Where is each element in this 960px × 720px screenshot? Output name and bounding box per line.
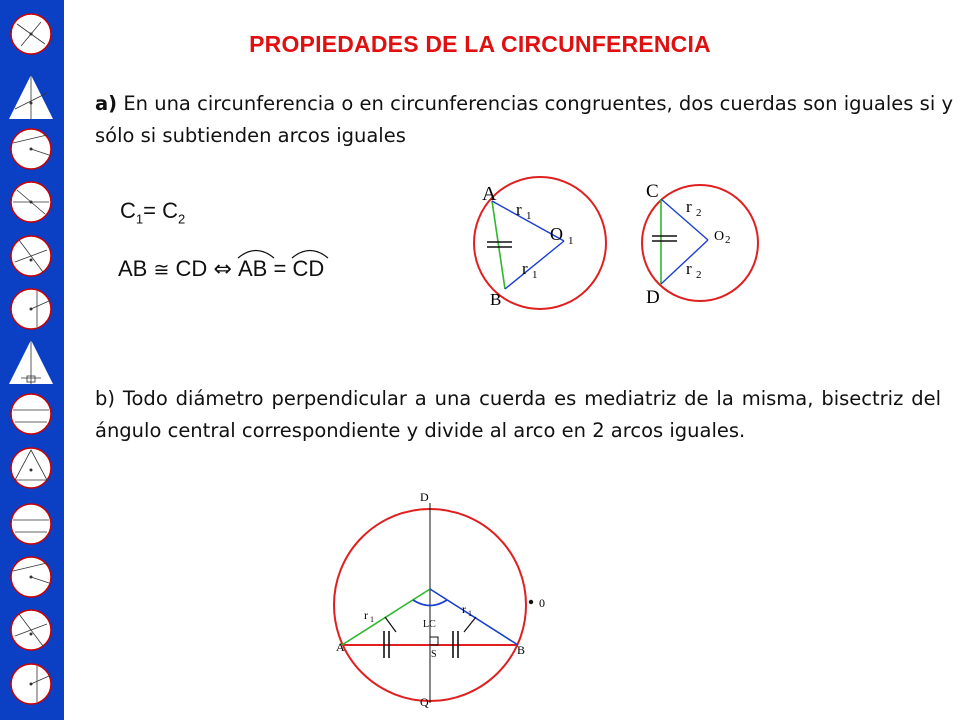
thumbnail-triangle-icon[interactable] <box>7 73 55 121</box>
radius-r1-label: r <box>516 200 522 219</box>
svg-text:2: 2 <box>696 269 702 281</box>
radius-r2-label: r <box>686 197 692 216</box>
thumbnail-circle-labels-icon[interactable] <box>7 500 55 548</box>
thumbnail-circle-icon[interactable] <box>7 178 55 226</box>
point-a-label: A <box>482 183 497 205</box>
radius-r2-label: r <box>686 259 692 278</box>
svg-text:2: 2 <box>725 234 731 246</box>
thumbnail-triangle-icon[interactable] <box>7 338 55 386</box>
svg-text:1: 1 <box>370 615 374 624</box>
s-label: S <box>431 649 437 660</box>
svg-text:2: 2 <box>696 207 702 219</box>
equation-chords-arcs: AB ≅ CD ⇔ AB = CD <box>118 256 324 282</box>
point-b-label: B <box>490 290 502 309</box>
svg-text:1: 1 <box>568 235 574 247</box>
equation-c1-c2: $C_1= C_2$ <box>120 198 186 227</box>
lc-label: LC <box>423 619 436 630</box>
page-title: PROPIEDADES DE LA CIRCUNFERENCIA <box>249 31 711 57</box>
arc-symbol-icon <box>290 247 330 259</box>
thumbnail-circle-icon[interactable] <box>7 606 55 654</box>
svg-text:1: 1 <box>468 609 472 618</box>
point-d-label: D <box>420 490 429 504</box>
center-o1-label: O <box>550 224 563 244</box>
radius-r1-label: r <box>522 259 528 278</box>
property-a-body: En una circunferencia o en circunferencias congruentes, dos cuerdas son iguales si y sólo si subtienden arcos iguales <box>95 92 953 147</box>
thumbnail-circle-icon[interactable] <box>7 232 55 280</box>
center-o-label: 0 <box>539 596 545 610</box>
svg-text:1: 1 <box>526 210 532 222</box>
property-b-label: b) <box>95 387 115 410</box>
radius-r1-label: r <box>462 602 466 616</box>
thumbnail-circle-labels-icon[interactable] <box>7 390 55 438</box>
thumbnail-circle-icon[interactable] <box>7 444 55 492</box>
arc-symbol-icon <box>236 247 276 259</box>
figure-a2 <box>640 170 770 320</box>
property-a-label: a) <box>95 92 118 115</box>
property-b-text <box>95 383 941 447</box>
thumbnail-circle-icon[interactable] <box>7 553 55 601</box>
point-b-label: B <box>517 643 526 657</box>
property-a-text <box>95 88 953 152</box>
center-point-icon <box>529 600 533 604</box>
center-o2-label: O <box>714 229 725 244</box>
thumbnail-circle-icon[interactable] <box>7 660 55 708</box>
svg-text:1: 1 <box>532 269 538 281</box>
radius-r1-label: r <box>364 608 368 622</box>
thumbnail-circle-icon[interactable] <box>7 285 55 333</box>
property-b-body: Todo diámetro perpendicular a una cuerda es mediatriz de la misma, bisectriz del ángulo central correspondiente y divide al arco en 2 arcos iguales. <box>95 387 941 442</box>
thumbnail-circle-icon[interactable] <box>7 125 55 173</box>
point-d-label: D <box>646 287 660 308</box>
figure-a1 <box>470 170 610 320</box>
sidebar <box>0 0 64 720</box>
point-c-label: C <box>646 181 659 202</box>
figure-b <box>330 485 580 715</box>
point-q-label: Q <box>420 695 429 709</box>
point-a-label: A <box>336 640 345 654</box>
